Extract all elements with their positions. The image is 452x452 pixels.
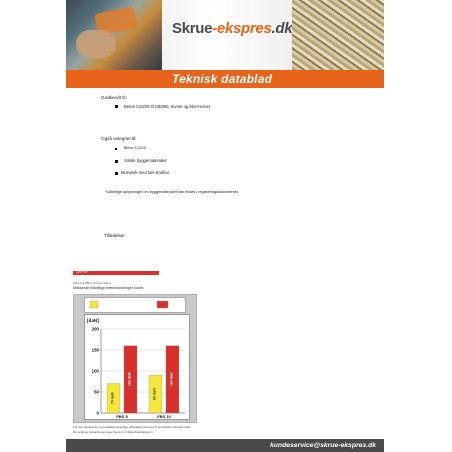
suitable-item: Beton C12/15 [124, 146, 146, 150]
tools-photo [66, 0, 162, 70]
y-axis-label: [daN] [87, 318, 99, 323]
bar-value-label: 160 daN [169, 372, 174, 387]
suitable-item: Solide byggematerialer [124, 158, 167, 163]
chart-footnote: De angivne belastninger tager hensyn til sikkerhedsfaktoren. [73, 430, 154, 434]
hand-shape [76, 30, 116, 58]
y-tick-label: 100 [91, 368, 99, 374]
y-tick-label: 150 [91, 347, 99, 353]
chart-legend [84, 297, 186, 313]
bar-value-label: 160 daN [127, 372, 132, 387]
y-tick-label: 50 [94, 389, 99, 395]
approved-item: Beton C20/25 til C50/60, revnet og ikke-revnet [124, 104, 210, 109]
bullet [115, 172, 118, 175]
x-tick-label: FBS 10 [157, 414, 171, 419]
footer-bar [66, 439, 384, 452]
bullet [115, 160, 118, 163]
legend-swatch-yellow [90, 301, 98, 308]
bar-value-label: 70 daN [110, 392, 115, 405]
x-tick-label: FBS 8 [116, 414, 128, 419]
screws-photo [292, 0, 384, 70]
chart-subtitle: Ultra-Cut FBS II 10 betonskrue [73, 281, 112, 285]
note-text: *Udførlige oplysninger om byggematerialer kan findes i registeringsdokumentet. [105, 190, 239, 194]
chart-section-tag [73, 271, 159, 275]
bullet [115, 105, 118, 108]
suitable-item: Murværk med tæt struktur [121, 170, 170, 175]
chart-tag-label: LASTTYP [76, 271, 88, 274]
logo-accent: -ekspres [212, 20, 272, 37]
company-logo[interactable] [172, 20, 292, 37]
contact-email-link[interactable]: kundeservice@skrue-ekspres.dk [270, 442, 376, 449]
header-banner-image [66, 0, 384, 70]
logo-main: Skrue [172, 20, 213, 37]
suitable-heading: Også velegnet til: [101, 136, 137, 141]
permits-label: Tilladelser [104, 233, 125, 238]
logo-area [162, 0, 292, 70]
page-title: Teknisk datablad [172, 72, 273, 86]
bullet [115, 148, 117, 150]
chart-title: Maksimalt tilladelige trækbelastninger Nadm [73, 286, 144, 290]
y-tick-label: 200 [91, 326, 99, 332]
legend-swatch-red [157, 301, 168, 308]
logo-tld: .dk [271, 20, 293, 37]
bar-chart [85, 315, 189, 419]
legend-swatches [85, 298, 185, 312]
chart-footnote: For den tilpassede og installationsvenlige udførelse henvises til produktets tekniske blad. [73, 425, 191, 429]
bar-value-label: 90 daN [152, 388, 157, 400]
chart-plot-area [84, 314, 190, 420]
title-banner [66, 70, 384, 88]
approved-heading: Godkendt til: [101, 95, 127, 100]
y-tick-label: 0 [96, 410, 99, 416]
